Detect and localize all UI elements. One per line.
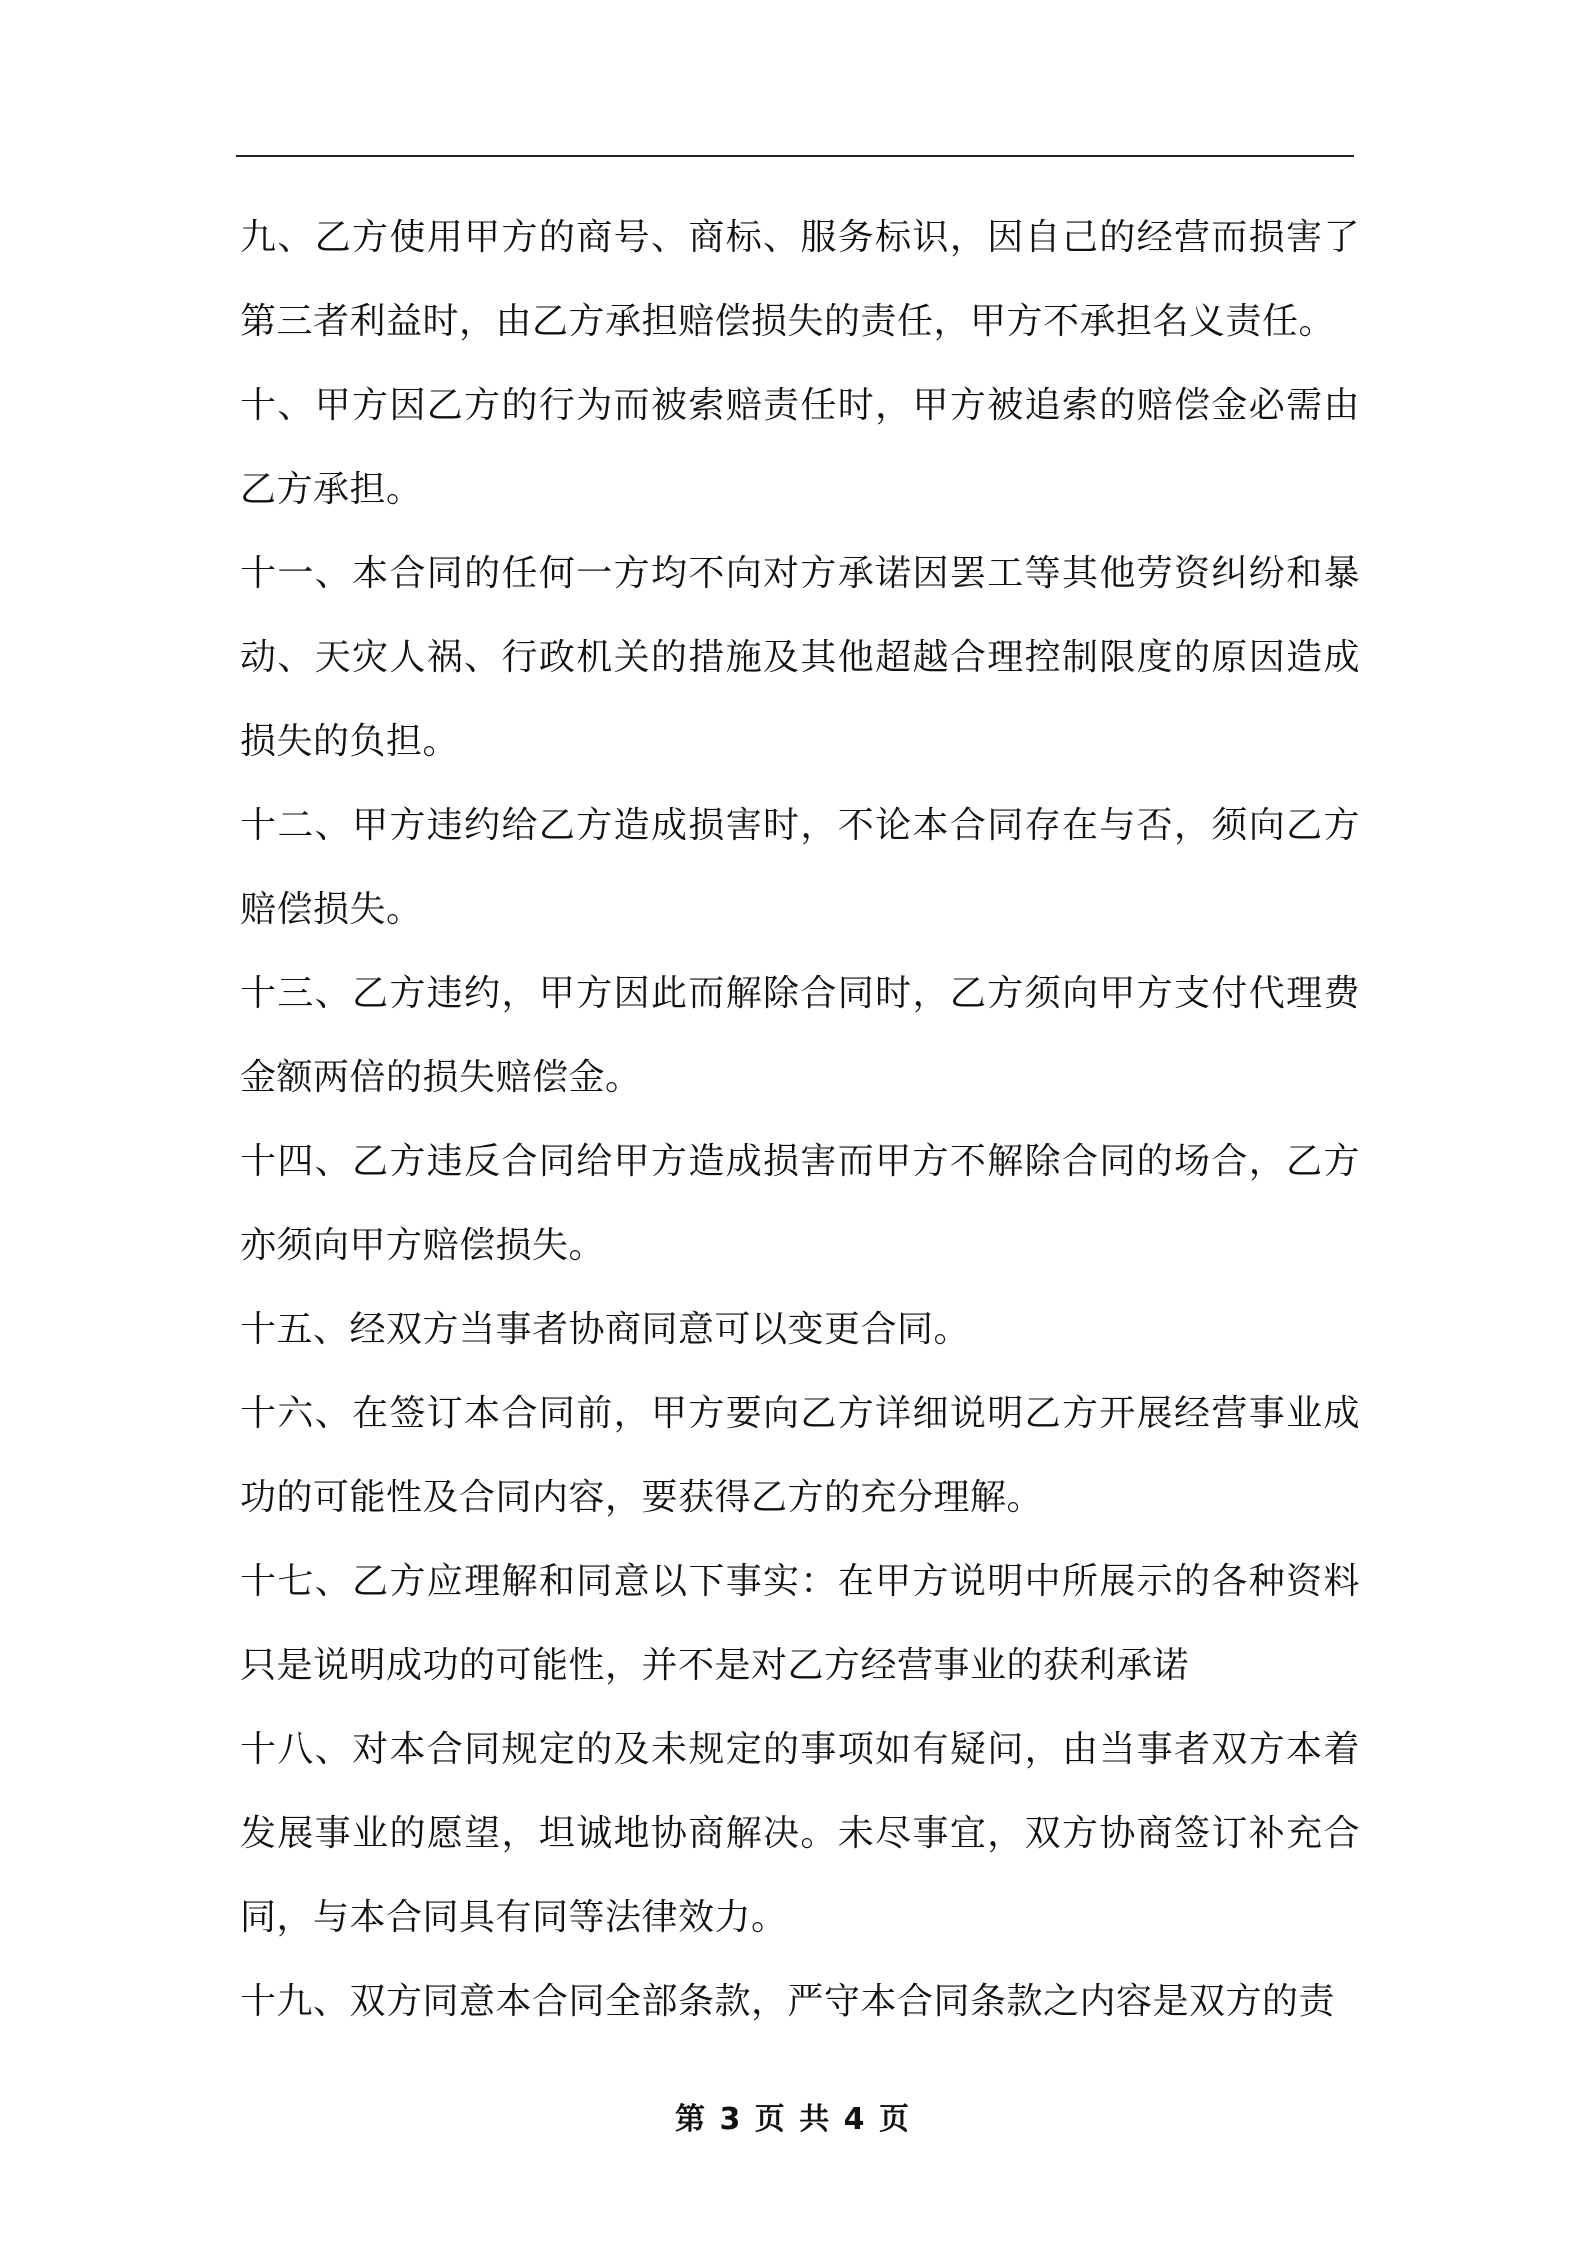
clause-12: 十二、甲方违约给乙方造成损害时，不论本合同存在与否，须向乙方赔偿损失。 xyxy=(240,805,1360,930)
clause-19: 十九、双方同意本合同全部条款，严守本合同条款之内容是双方的责 xyxy=(240,1981,1336,2022)
clause-9: 九、乙方使用甲方的商号、商标、服务标识，因自己的经营而损害了第三者利益时，由乙方承担赔偿损失的责任，甲方不承担名义责任。 xyxy=(240,217,1360,342)
clause-17: 十七、乙方应理解和同意以下事实：在甲方说明中所展示的各种资料只是说明成功的可能性，并不是对乙方经营事业的获利承诺 xyxy=(240,1561,1360,1686)
clause-15: 十五、经双方当事者协商同意可以变更合同。 xyxy=(240,1309,971,1350)
clause-18: 十八、对本合同规定的及未规定的事项如有疑问，由当事者双方本着发展事业的愿望，坦诚地协商解决。未尽事宜，双方协商签订补充合同，与本合同具有同等法律效力。 xyxy=(240,1729,1360,1938)
clause-10: 十、甲方因乙方的行为而被索赔责任时，甲方被追索的赔偿金必需由乙方承担。 xyxy=(240,385,1360,510)
clause-11: 十一、本合同的任何一方均不向对方承诺因罢工等其他劳资纠纷和暴动、天灾人祸、行政机关的措施及其他超越合理控制限度的原因造成损失的负担。 xyxy=(240,553,1360,762)
clause-13: 十三、乙方违约，甲方因此而解除合同时，乙方须向甲方支付代理费金额两倍的损失赔偿金。 xyxy=(240,973,1360,1098)
clause-16: 十六、在签订本合同前，甲方要向乙方详细说明乙方开展经营事业成功的可能性及合同内容，要获得乙方的充分理解。 xyxy=(240,1393,1360,1518)
header-rule xyxy=(236,155,1354,157)
clause-14: 十四、乙方违反合同给甲方造成损害而甲方不解除合同的场合，乙方亦须向甲方赔偿损失。 xyxy=(240,1141,1360,1266)
page-number-footer: 第 3 页 共 4 页 xyxy=(675,2102,911,2137)
document-body xyxy=(240,196,1360,2044)
